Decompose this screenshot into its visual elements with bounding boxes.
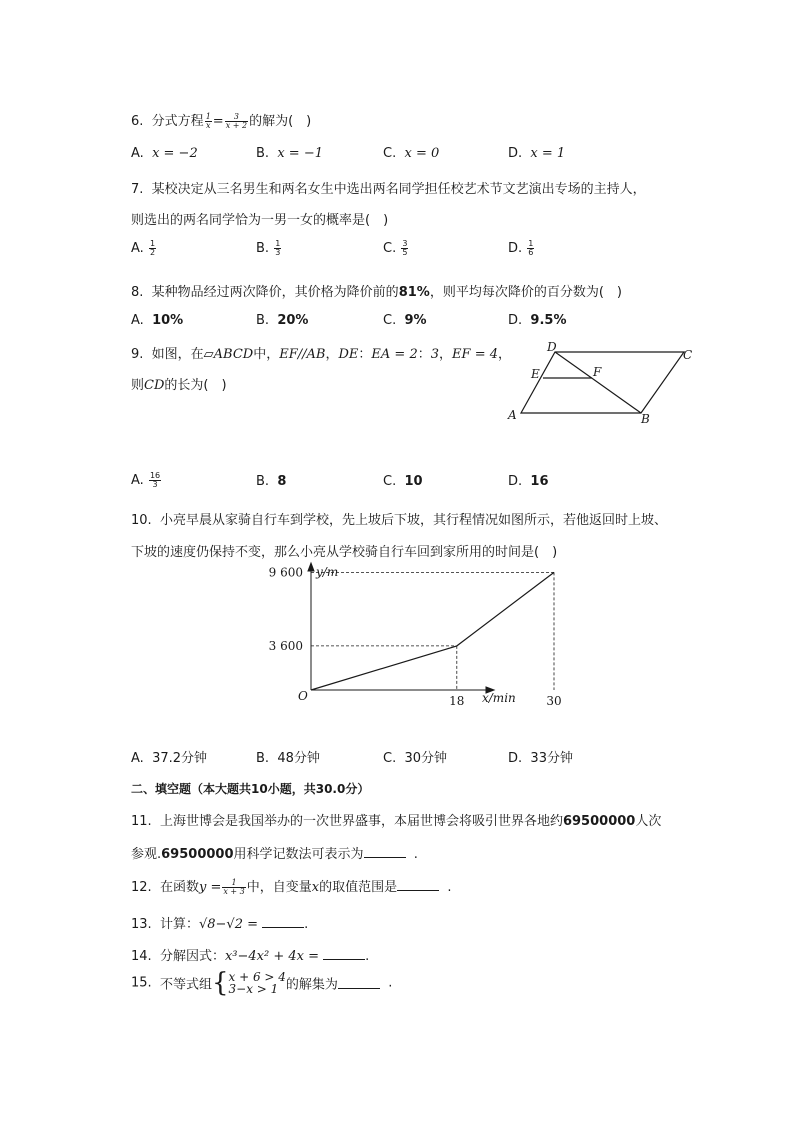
question-13: 13. 计算：√8−√2 = . — [131, 917, 309, 932]
label-f: F — [593, 365, 602, 379]
option-a[interactable]: A. $\frac{16}{3}$ — [131, 471, 161, 489]
x-tick-label: 30 — [546, 694, 562, 708]
option-c[interactable]: C. 10 — [383, 474, 423, 489]
option-b[interactable]: B. x = −1 — [256, 146, 323, 161]
option-a[interactable]: A. 37.2分钟 — [131, 751, 208, 766]
question-12: 12. 在函数y = $\frac{1}{x + 3}$ 中，自变量x的取值范围是 . — [131, 878, 452, 896]
question-number: 6. — [131, 114, 144, 129]
option-d[interactable]: D. 33分钟 — [508, 751, 573, 766]
option-b[interactable]: B. 20% — [256, 313, 309, 328]
question-11-line2: 参观.69500000用科学记数法可表示为 . — [131, 847, 418, 862]
label-e: E — [531, 367, 540, 381]
option-c[interactable]: C. x = 0 — [383, 146, 440, 161]
option-d[interactable]: D. 16 — [508, 474, 549, 489]
question-9-line2: 则CD的长为( ) — [131, 378, 227, 393]
question-14: 14. 分解因式：x³−4x² + 4x = . — [131, 949, 370, 964]
option-a[interactable]: A. 10% — [131, 313, 184, 328]
inequality-system: x + 6 > 4 3−x > 1 — [228, 970, 286, 996]
answer-blank[interactable] — [262, 917, 304, 928]
question-6: 6. 分式方程 $\frac{1}{x}$ = $\frac{3}{x + 2}$ 的解为( ) — [131, 112, 312, 130]
answer-blank[interactable] — [338, 978, 380, 989]
label-a: A — [508, 408, 517, 422]
y-axis-arrow — [308, 563, 314, 571]
option-d[interactable]: D. 9.5% — [508, 313, 567, 328]
y-axis-label: y/m — [316, 565, 339, 579]
parallelogram-figure — [500, 338, 700, 430]
distance-time-chart — [260, 560, 562, 710]
label-d: D — [547, 340, 557, 354]
option-c[interactable]: C. 9% — [383, 313, 427, 328]
fraction: $\frac{1}{x}$ — [205, 112, 211, 130]
question-8: 8. 某种物品经过两次降价，其价格为降价前的81%，则平均每次降价的百分数为( ) — [131, 285, 622, 300]
brace-symbol: { — [211, 968, 229, 998]
label-b: B — [641, 412, 650, 426]
question-text: 分式方程 — [151, 114, 204, 129]
section-heading: 二、填空题（本大题共10小题，共30.0分） — [131, 782, 370, 796]
question-7: 7. 某校决定从三名男生和两名女生中选出两名同学担任校艺术节文艺演出专场的主持人， — [131, 182, 646, 197]
label-c: C — [683, 348, 693, 362]
option-b[interactable]: B. $\frac{1}{3}$ — [256, 239, 281, 257]
option-b[interactable]: B. 8 — [256, 474, 287, 489]
option-b[interactable]: B. 48分钟 — [256, 751, 320, 766]
option-d[interactable]: D. $\frac{1}{6}$ — [508, 239, 534, 257]
answer-blank[interactable] — [397, 880, 439, 891]
question-15: 15. 不等式组{ x + 6 > 4 3−x > 1 的解集为 . — [131, 968, 393, 998]
series-line — [311, 572, 554, 690]
option-c[interactable]: C. $\frac{3}{5}$ — [383, 239, 408, 257]
y-tick-label: 3 600 — [268, 638, 303, 653]
x-tick-label: 18 — [449, 694, 465, 708]
option-d[interactable]: D. x = 1 — [508, 146, 566, 161]
question-7-line2: 则选出的两名同学恰为一男一女的概率是( ) — [131, 213, 389, 228]
option-a[interactable]: A. x = −2 — [131, 146, 198, 161]
x-axis-label: x/min — [482, 691, 516, 705]
y-tick-label: 9 600 — [268, 565, 303, 580]
question-10-line2: 下坡的速度仍保持不变，那么小亮从学校骑自行车回到家所用的时间是( ) — [131, 545, 558, 560]
fraction: $\frac{3}{x + 2}$ — [225, 112, 248, 130]
answer-blank[interactable] — [323, 949, 365, 960]
origin-label: O — [298, 689, 308, 703]
question-9: 9. 如图，在▱ABCD中，EF//AB，DE：EA = 2：3，EF = 4， — [131, 347, 512, 362]
option-c[interactable]: C. 30分钟 — [383, 751, 448, 766]
option-a[interactable]: A. $\frac{1}{2}$ — [131, 239, 156, 257]
answer-blank[interactable] — [364, 847, 406, 858]
question-11: 11. 上海世博会是我国举办的一次世界盛事，本届世博会将吸引世界各地约69500000人次 — [131, 814, 662, 829]
question-10: 10. 小亮早晨从家骑自行车到学校，先上坡后下坡，其行程情况如图所示，若他返回时上坡、 — [131, 513, 667, 528]
